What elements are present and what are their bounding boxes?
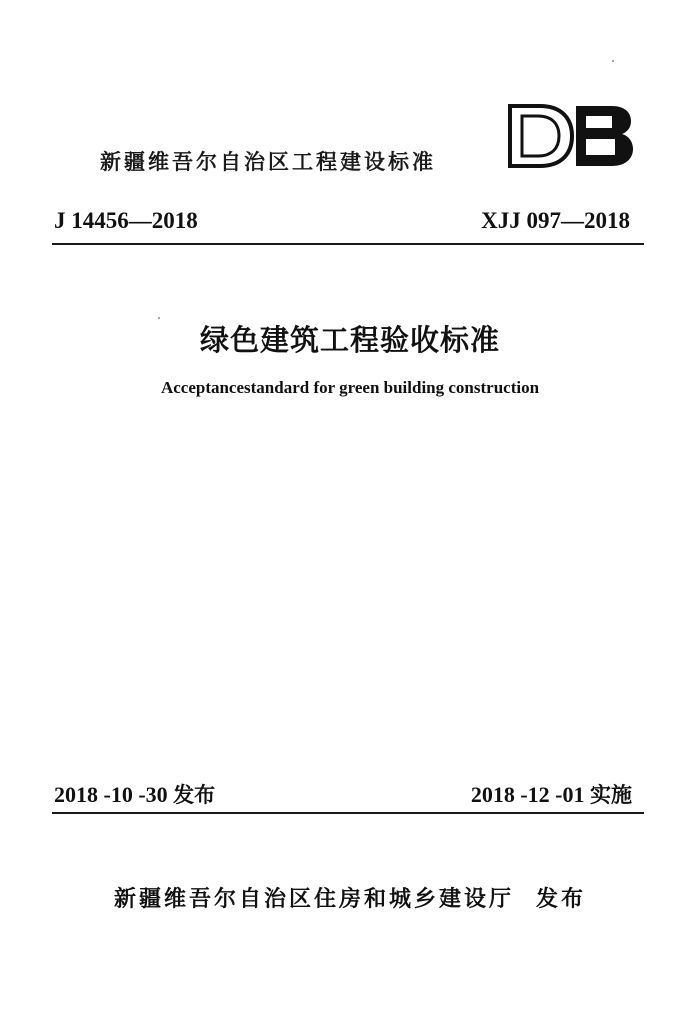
publish-label: 发布 xyxy=(536,887,587,912)
bottom-divider xyxy=(52,812,644,814)
publisher-block xyxy=(0,882,700,913)
filing-number: J 14456—2018 xyxy=(54,208,198,233)
scan-speck xyxy=(612,60,614,62)
issue-date: 2018 -10 -30 xyxy=(54,782,168,807)
db-logo-icon xyxy=(506,103,634,169)
publisher-name: 新疆维吾尔自治区住房和城乡建设厅 xyxy=(113,887,514,912)
issue-label: 发布 xyxy=(173,783,216,807)
scan-speck xyxy=(158,317,160,319)
top-divider xyxy=(52,243,644,245)
title-chinese: 绿色建筑工程验收标准 xyxy=(199,323,500,357)
effective-label: 实施 xyxy=(590,783,632,807)
issue-date-block xyxy=(54,779,215,809)
effective-date-block xyxy=(471,779,632,809)
effective-date: 2018 -12 -01 xyxy=(470,782,585,807)
title-english: Acceptancestandard for green building construction xyxy=(160,378,540,397)
standard-number: XJJ 097—2018 xyxy=(481,208,630,233)
issuer-heading: 新疆维吾尔自治区工程建设标准 xyxy=(100,150,436,174)
